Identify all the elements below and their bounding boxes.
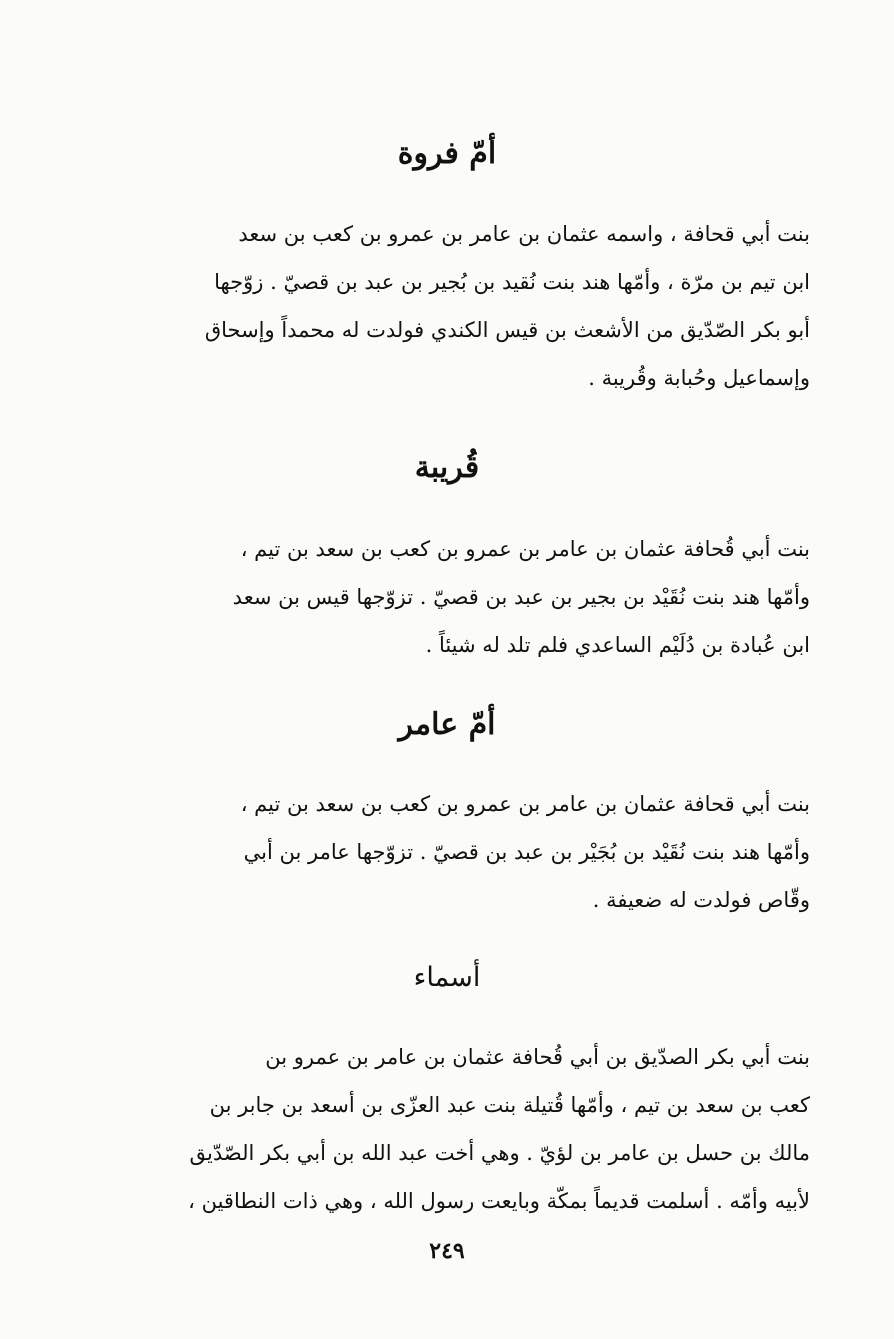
paragraph-line: بنت أبي قُحافة عثمان بن عامر بن عمرو بن كعب بن سعد بن تيم ، — [240, 537, 810, 561]
section-title-asma: أسماء — [413, 962, 481, 993]
section-paragraph-asma — [92, 1033, 810, 1225]
paragraph-line: بنت أبي بكر الصدّيق بن أبي قُحافة عثمان بن عامر بن عمرو بن — [265, 1045, 810, 1069]
paragraph-line: لأبيه وأمّه . أسلمت قديماً بمكّة وبايعت رسول الله ، وهي ذات النطاقين ، — [188, 1189, 810, 1213]
paragraph-line: وأمّها هند بنت نُقَيْد بن بجير بن عبد بن قصيّ . تزوّجها قيس بن سعد — [232, 585, 810, 609]
paragraph-line: وأمّها هند بنت نُقَيْد بن بُجَيْر بن عبد بن قصيّ . تزوّجها عامر بن أبي — [243, 840, 810, 864]
section-title-umm-amir: أمّ عامر — [398, 707, 496, 742]
paragraph-line: وقّاص فولدت له ضعيفة . — [592, 888, 810, 912]
paragraph-line: ابن تيم بن مرّة ، وأمّها هند بنت نُقيد بن بُجير بن عبد بن قصيّ . زوّجها — [214, 270, 810, 294]
paragraph-line: ابن عُبادة بن دُلَيْم الساعدي فلم تلد له شيئاً . — [425, 633, 810, 657]
paragraph-line: كعب بن سعد بن تيم ، وأمّها قُتيلة بنت عبد العزّى بن أسعد بن جابر بن — [209, 1093, 810, 1117]
paragraph-line: مالك بن حسل بن عامر بن لؤيّ . وهي أخت عبد الله بن أبي بكر الصّدّيق — [189, 1141, 810, 1165]
section-paragraph-quraiba — [92, 525, 810, 669]
section-paragraph-umm-amir — [92, 780, 810, 924]
section-paragraph-umm-farwa — [92, 210, 810, 402]
section-title-umm-farwa: أمّ فروة — [397, 136, 497, 171]
paragraph-line: أبو بكر الصّدّيق من الأشعث بن قيس الكندي فولدت له محمداً وإسحاق — [204, 318, 810, 342]
section-title-quraiba: قُريبة — [414, 450, 480, 485]
page-number: ٢٤٩ — [429, 1238, 465, 1264]
paragraph-line: وإسماعيل وحُبابة وقُريبة . — [588, 366, 810, 390]
paragraph-line: بنت أبي قحافة ، واسمه عثمان بن عامر بن عمرو بن كعب بن سعد — [238, 222, 810, 246]
paragraph-line: بنت أبي قحافة عثمان بن عامر بن عمرو بن كعب بن سعد بن تيم ، — [240, 792, 810, 816]
